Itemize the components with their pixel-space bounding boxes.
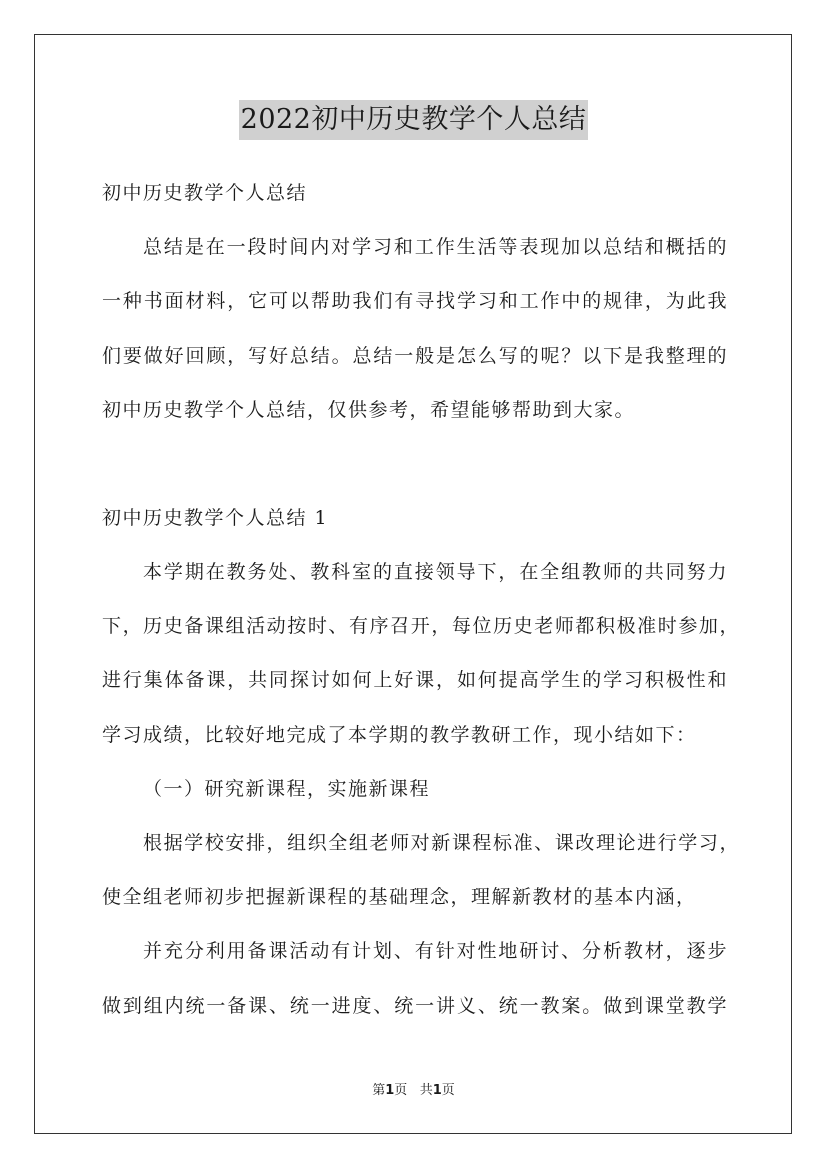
footer-page-suffix: 页: [394, 1083, 408, 1098]
paragraph-line: 做到组内统一备课、统一进度、统一讲义、统一教案。做到课堂教学: [102, 995, 728, 1017]
paragraph-line: 们要做好回顾，写好总结。总结一般是怎么写的呢？以下是我整理的: [102, 345, 728, 367]
subtitle-line: 初中历史教学个人总结: [102, 182, 308, 204]
footer-total-prefix: 共: [419, 1083, 433, 1098]
paragraph-line: 本学期在教务处、教科室的直接领导下，在全组教师的共同努力: [143, 561, 728, 583]
footer-page-prefix: 第: [372, 1083, 386, 1098]
footer-total-suffix: 页: [441, 1083, 455, 1098]
paragraph-line: 使全组老师初步把握新课程的基础理念，理解新教材的基本内涵，: [102, 886, 697, 908]
title-container: [0, 100, 827, 140]
paragraph-line: 下，历史备课组活动按时、有序召开，每位历史老师都积极准时参加，: [102, 615, 740, 637]
paragraph-line: 初中历史教学个人总结，仅供参考，希望能够帮助到大家。: [102, 399, 636, 421]
paragraph-line: 根据学校安排，组织全组老师对新课程标准、课改理论进行学习，: [143, 832, 740, 854]
footer-total-number: 1: [432, 1083, 442, 1098]
page-footer: [0, 1082, 827, 1100]
paragraph-line: 一种书面材料，它可以帮助我们有寻找学习和工作中的规律，为此我: [102, 290, 728, 312]
document-title: 2022初中历史教学个人总结: [239, 100, 589, 140]
paragraph-line: 并充分利用备课活动有计划、有针对性地研讨、分析教材，逐步: [143, 940, 728, 962]
paragraph-line: 总结是在一段时间内对学习和工作生活等表现加以总结和概括的: [143, 236, 728, 258]
paragraph-line: 进行集体备课，共同探讨如何上好课，如何提高学生的学习积极性和: [102, 669, 728, 691]
subsection-heading: （一）研究新课程，实施新课程: [143, 778, 431, 800]
section-heading: 初中历史教学个人总结 1: [102, 507, 329, 529]
footer-page-number: 1: [385, 1083, 395, 1098]
paragraph-line: 学习成绩，比较好地完成了本学期的教学教研工作，现小结如下：: [102, 724, 697, 746]
